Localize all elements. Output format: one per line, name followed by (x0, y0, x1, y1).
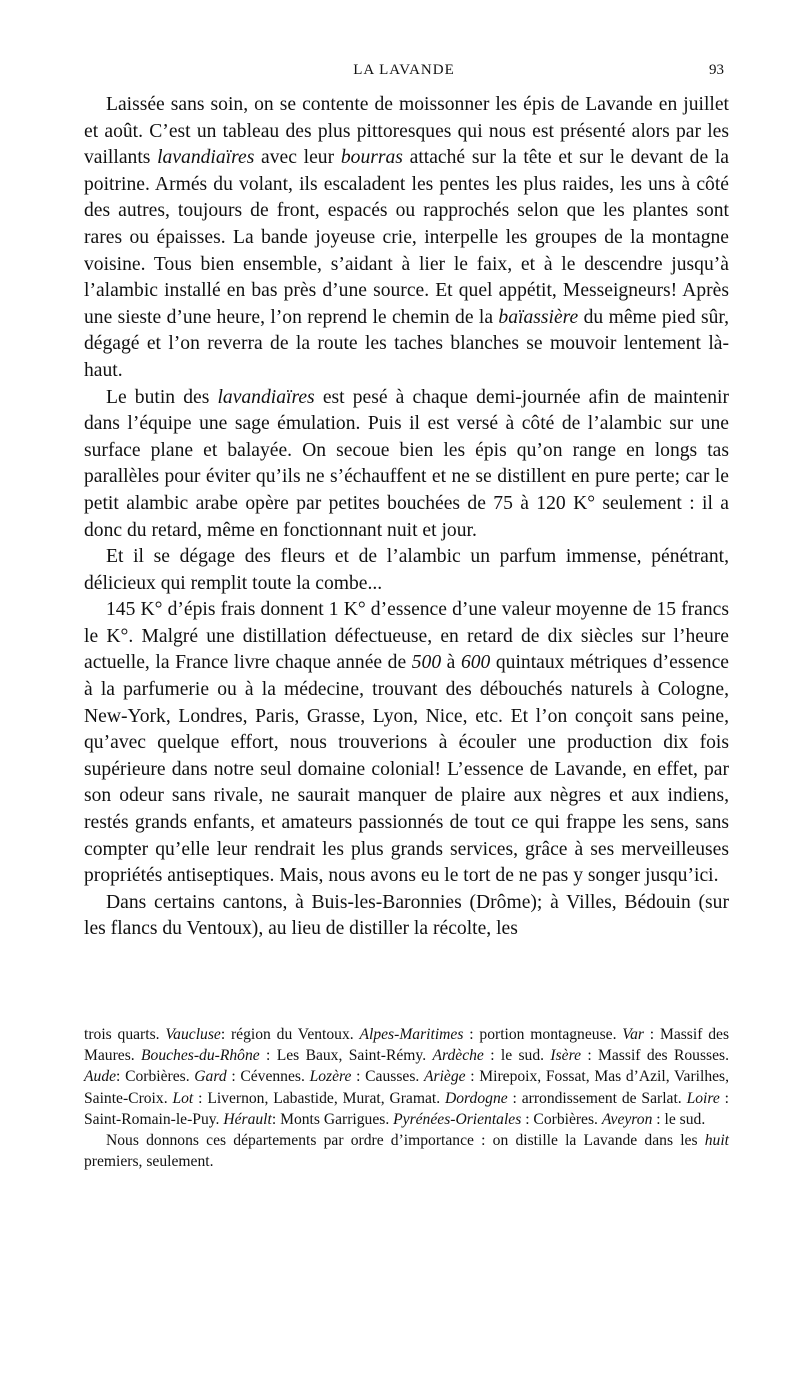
paragraph-4: 145 K° d’épis frais donnent 1 K° d’essence d’une valeur moyenne de 15 francs le K°. Malgré une distillation défectueuse, en retard de dix siècles sur l’heure actuelle, la France livre chaque année de 500 à 600 quintaux métriques d’essence à la parfumerie ou à la médecine, trouvant des débouchés naturels à Cologne, New-York, Londres, Paris, Grasse, Lyon, Nice, etc. Et l’on conçoit sans peine, qu’avec quelque effort, nous trouverions à écouler une production dix fois supérieure dans notre seul domaine colonial! L’essence de Lavande, en effet, par son odeur sans rivale, ne saurait manquer de plaire aux nègres et aux indiens, restés grands enfants, et amateurs passionnés de tout ce qui frappe les sens, sans compter qu’elle leur rendrait les plus grands services, grâce à ses merveilleuses propriétés antiseptiques. Mais, nous avons eu le tort de ne pas y songer jusqu’ici. (84, 599, 729, 887)
footnote-continuation: trois quarts. Vaucluse: région du Ventoux. Alpes-Maritimes : portion montagneuse. Var : Massif des Maures. Bouches-du-Rhône : Les Baux, Saint-Rémy. Ardèche : le sud. Isère : Massif des Rousses. Aude: Corbières. Gard : Cévennes. Lozère : Causses. Ariège : Mirepoix, Fossat, Mas d’Azil, Varilhes, Sainte-Croix. Lot : Livernon, Labastide, Murat, Gramat. Dordogne : arrondissement de Sarlat. Loire : Saint-Romain-le-Puy. Hérault: Monts Garrigues. Pyrénées-Orientales : Corbières. Aveyron : le sud. (84, 1026, 730, 1128)
paragraph-5: Dans certains cantons, à Buis-les-Baronnies (Drôme); à Villes, Bédouin (sur les flancs du Ventoux), au lieu de distiller la récolte, les (84, 891, 729, 940)
page-number: 93 (709, 62, 724, 78)
footnote-block (84, 1024, 729, 1172)
paragraph-2: Le butin des lavandiaïres est pesé à chaque demi-journée afin de maintenir dans l’équipe une sage émulation. Puis il est versé à côté de l’alambic sur une surface plane et balayée. On secoue bien les épis qu’on range en longs tas parallèles pour éviter qu’ils ne s’échauffent et ne se distillent en pure perte; car le petit alambic arabe opère par petites bouchées de 75 à 120 K° seulement : il a donc du retard, même en fonctionnant nuit et jour. (84, 386, 729, 541)
main-text (84, 92, 729, 943)
paragraph-3: Et il se dégage des fleurs et de l’alambic un parfum immense, pénétrant, délicieux qui remplit toute la combe... (84, 546, 729, 594)
footnote-note: Nous donnons ces départements par ordre d’importance : on distille la Lavande dans les huit premiers, seulement. (84, 1132, 729, 1171)
running-title: LA LAVANDE (353, 62, 455, 78)
page-header (84, 62, 724, 84)
paragraph-1: Laissée sans soin, on se contente de moissonner les épis de Lavande en juillet et août. C’est un tableau des plus pittoresques qui nous est présenté alors par les vaillants lavandiaïres avec leur bourras attaché sur la tête et sur le devant de la poitrine. Armés du volant, ils escaladent les pentes les plus raides, les uns à côté des autres, toujours de front, espacés ou rapprochés selon que les plantes sont rares ou épaisses. La bande joyeuse crie, interpelle les groupes de la montagne voisine. Tous bien ensemble, s’aidant à lier le faix, et à le descendre jusqu’à l’alambic installé en bas près d’une source. Et quel appétit, Messeigneurs! Après une sieste d’une heure, l’on reprend le chemin de la baïassière du même pied sûr, dégagé et l’on reverra de la route les taches blanches se mouvoir lentement là-haut. (84, 94, 730, 381)
